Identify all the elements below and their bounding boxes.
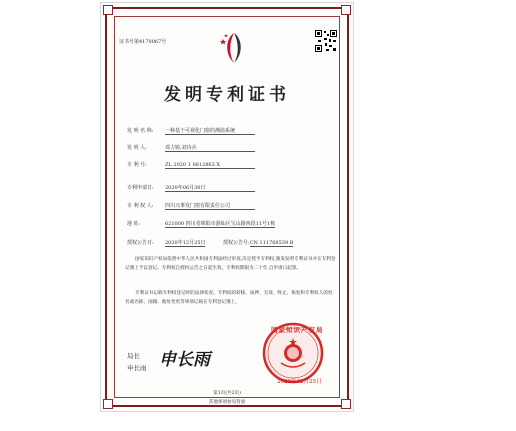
field-address bbox=[127, 220, 275, 228]
field-value: 四川兴事发门窗有限责任公司 bbox=[165, 202, 255, 210]
seal-date: 2020年12月25日 bbox=[277, 379, 322, 385]
field-inventors bbox=[127, 144, 255, 152]
certificate-number: 证书号第4170067号 bbox=[119, 39, 167, 45]
grant-date: 2020年12月25日 bbox=[165, 240, 206, 246]
field-patentee bbox=[127, 202, 255, 210]
announcement-label: 授权公告号: bbox=[223, 240, 250, 246]
corner-ornament bbox=[341, 5, 351, 15]
field-value: 2020年06月30日 bbox=[165, 184, 255, 192]
field-label: 专 利 号: bbox=[127, 162, 147, 168]
field-patent-number bbox=[127, 161, 255, 169]
field-label: 专利申请日: bbox=[127, 185, 154, 191]
patent-logo-icon bbox=[217, 31, 251, 65]
grant-info-row bbox=[127, 239, 293, 246]
handwritten-signature: 申长雨 bbox=[159, 350, 210, 370]
field-label: 发 明 人: bbox=[127, 145, 147, 151]
grant-date-label: 授权公告日: bbox=[127, 240, 154, 246]
signer-name: 申长雨 bbox=[127, 364, 147, 372]
signer-title: 局长 bbox=[127, 352, 140, 360]
field-filing-date bbox=[127, 184, 255, 192]
field-value: ZL 2020 1 0612863.X bbox=[165, 162, 255, 169]
field-value: 一种基于可视化门窗的测温系统 bbox=[165, 127, 255, 135]
field-label: 发 明 名 称: bbox=[127, 128, 154, 134]
page-number: 第1页(共2页) bbox=[213, 391, 241, 396]
qr-code-icon bbox=[314, 29, 338, 53]
field-value: 邓力锐;刘诗兵 bbox=[165, 144, 255, 152]
certificate-page bbox=[100, 2, 354, 412]
certificate-title: 发明专利证书 bbox=[164, 85, 290, 105]
field-invention-name bbox=[127, 127, 255, 135]
seal-text: 国家知识产权局 bbox=[271, 326, 324, 334]
corner-ornament bbox=[103, 5, 113, 15]
legal-paragraph-1: 国家知识产权局依照中华人民共和国专利法经过审查,决定授予专利权,颁发发明专利证书并在专利登记簿上予以登记。专利权自授权公告之日起生效。专利权期限为二十年,自申请日起算。 bbox=[125, 257, 336, 271]
announcement-number: CN 111768539 B bbox=[249, 240, 294, 246]
legal-paragraph-2: 专利证书记载专利权登记时的法律状况。专利权的转移、质押、无效、终止、恢复和专利权人的姓名或名称、国籍、地址变更等事项记载在专利登记簿上。 bbox=[125, 291, 333, 305]
field-label: 地 址: bbox=[127, 221, 141, 227]
footer-note: 其他事项参见背面 bbox=[208, 400, 246, 405]
field-value: 621000 四川省绵阳市游仙区宝山路西段11号1栋 bbox=[165, 221, 276, 227]
field-label: 专 利 权 人: bbox=[127, 203, 154, 209]
